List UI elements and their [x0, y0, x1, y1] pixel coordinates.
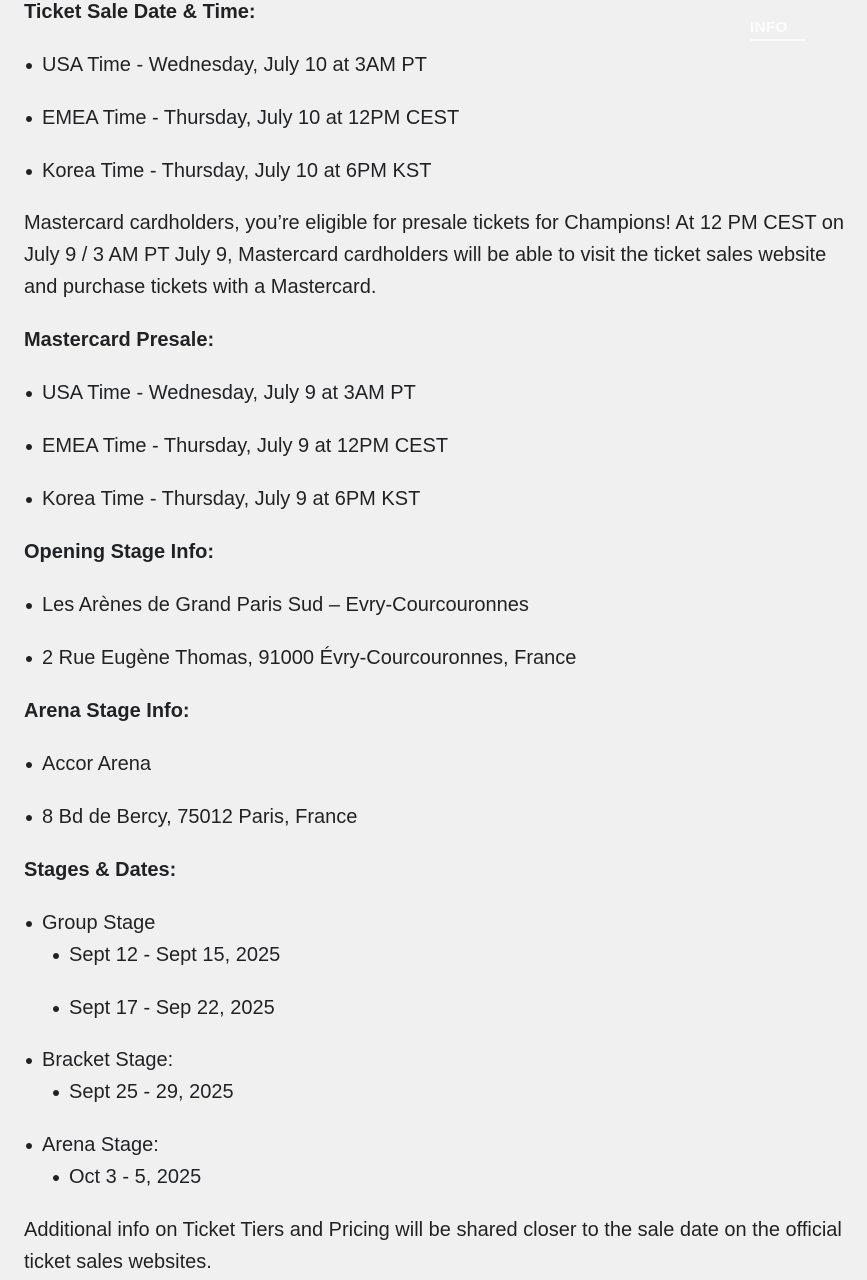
arena-stage-date: Oct 3 - 5, 2025	[51, 1165, 201, 1189]
watermark-logo	[750, 20, 810, 44]
ticket-sale-item-korea: Korea Time - Thursday, July 10 at 6PM KST	[24, 159, 431, 183]
ticket-sale-heading: Ticket Sale Date & Time:	[24, 1, 256, 23]
group-stage-label: Group Stage	[24, 911, 155, 935]
arena-stage-venue: Accor Arena	[24, 752, 151, 776]
presale-item-korea: Korea Time - Thursday, July 9 at 6PM KST	[24, 487, 420, 511]
bracket-stage-date: Sept 25 - 29, 2025	[51, 1080, 234, 1104]
mastercard-paragraph: Mastercard cardholders, you’re eligible for presale tickets for Champions! At 12 PM CEST on July 9 / 3 AM PT July 9, Mastercard cardholders will be able to visit the ticket sales website and purchase tickets with a Mastercard.	[24, 212, 844, 298]
group-stage-date-1: Sept 12 - Sept 15, 2025	[51, 943, 280, 967]
opening-stage-venue: Les Arènes de Grand Paris Sud – Evry-Courcouronnes	[24, 593, 529, 617]
group-stage-date-2: Sept 17 - Sep 22, 2025	[51, 996, 275, 1020]
presale-heading: Mastercard Presale:	[24, 329, 215, 351]
bracket-stage-label: Bracket Stage:	[24, 1048, 173, 1072]
watermark-text: INFO	[750, 19, 788, 36]
arena-stage-address: 8 Bd de Bercy, 75012 Paris, France	[24, 805, 357, 829]
presale-item-emea: EMEA Time - Thursday, July 9 at 12PM CEST	[24, 434, 448, 458]
arena-stage-label: Arena Stage:	[24, 1133, 159, 1157]
stages-dates-heading: Stages & Dates:	[24, 859, 177, 881]
watermark-underline	[750, 39, 806, 41]
footer-paragraph: Additional info on Ticket Tiers and Pricing will be shared closer to the sale date on the official ticket sales websites.	[24, 1219, 842, 1273]
ticket-sale-item-emea: EMEA Time - Thursday, July 10 at 12PM CEST	[24, 106, 459, 130]
presale-item-usa: USA Time - Wednesday, July 9 at 3AM PT	[24, 381, 416, 405]
opening-stage-address: 2 Rue Eugène Thomas, 91000 Évry-Courcouronnes, France	[24, 646, 576, 670]
arena-stage-info-heading: Arena Stage Info:	[24, 700, 190, 722]
ticket-sale-item-usa: USA Time - Wednesday, July 10 at 3AM PT	[24, 53, 427, 77]
opening-stage-heading: Opening Stage Info:	[24, 541, 214, 563]
